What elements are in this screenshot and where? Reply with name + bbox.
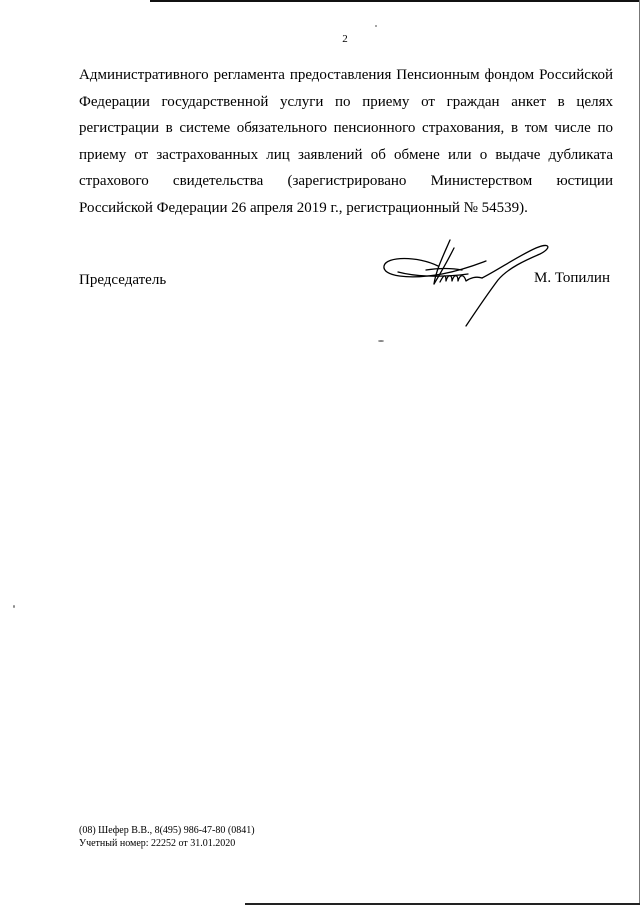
footer-executor: (08) Шефер В.В., 8(495) 986-47-80 (0841) [79,825,255,836]
body-line: Российской Федерации 26 апреля 2019 г., регистрационный № 54539). [79,199,528,216]
scan-speck [378,340,384,342]
signer-name: М. Топилин [534,270,610,286]
scan-speck [375,25,377,27]
document-body [79,62,613,222]
page-edge-top [150,0,640,2]
scan-speck [13,605,15,608]
signer-title: Председатель [79,272,167,288]
handwritten-signature [378,234,558,329]
body-line: приему от застрахованных лиц заявлений об обмене или о выдаче дубликата [79,146,613,163]
body-line: регистрации в системе обязательного пенсионного страхования, в том числе по [79,120,613,137]
page-number: 2 [342,33,348,45]
body-line: страхового свидетельства (зарегистрировано Министерством юстиции [79,173,613,190]
body-line: Федерации государственной услуги по приему от граждан анкет в целях [79,93,613,110]
body-line: Административного регламента предоставления Пенсионным фондом Российской [79,67,613,83]
footer-registration-number: Учетный номер: 22252 от 31.01.2020 [79,838,236,849]
document-footer [79,824,255,850]
